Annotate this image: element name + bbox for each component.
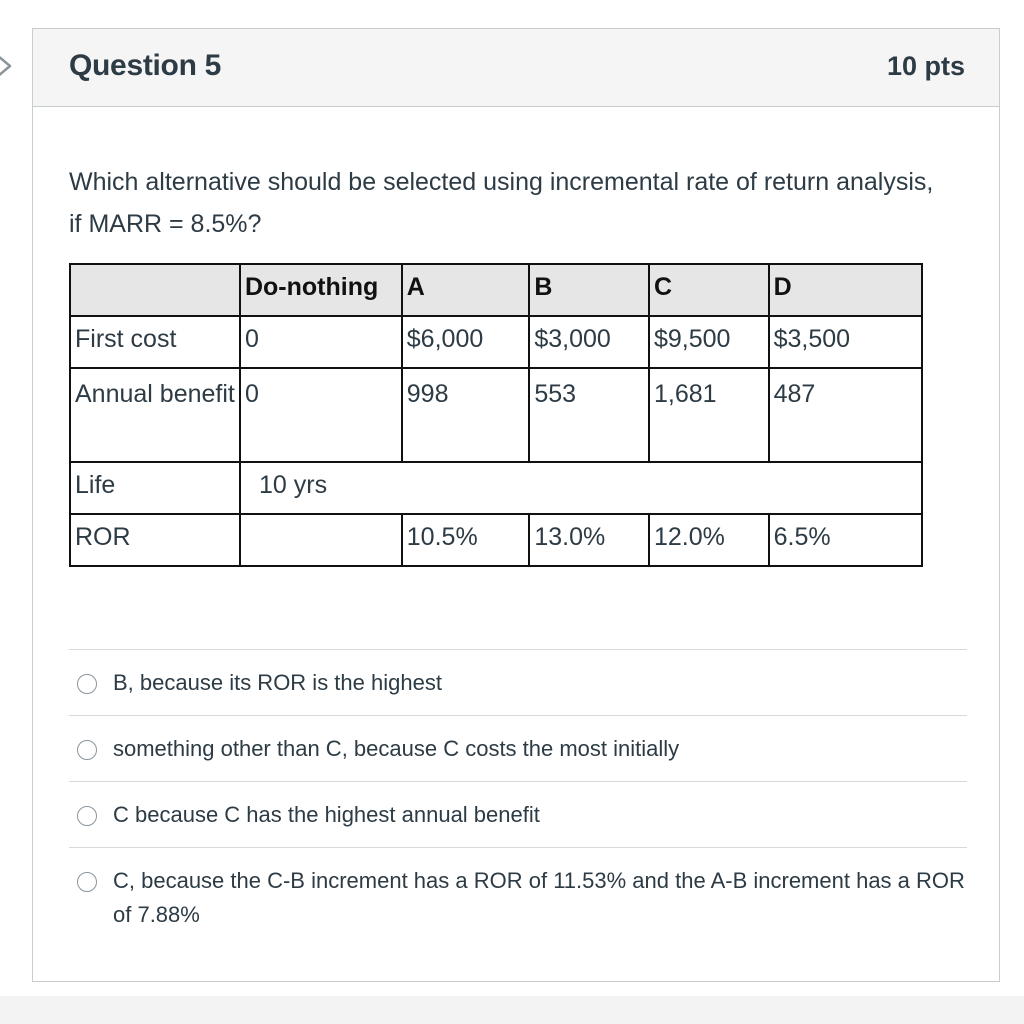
- table-row-first-cost: [70, 316, 922, 368]
- table-cell: 0: [240, 368, 402, 462]
- answer-option[interactable]: [69, 781, 967, 847]
- table-header-cell: B: [529, 264, 649, 316]
- answer-option[interactable]: [69, 715, 967, 781]
- answer-option[interactable]: [69, 847, 967, 946]
- table-cell: $6,000: [402, 316, 530, 368]
- answer-list: [69, 649, 967, 946]
- table-cell: 553: [529, 368, 649, 462]
- row-label: Life: [70, 462, 240, 514]
- question-points: 10 pts: [886, 51, 965, 81]
- table-cell: 12.0%: [649, 514, 769, 566]
- answer-label: C because C has the highest annual benefit: [113, 802, 540, 827]
- table-cell: 13.0%: [529, 514, 649, 566]
- question-header: [33, 29, 999, 107]
- table-row-ror: [70, 514, 922, 566]
- question-card: [32, 28, 1000, 982]
- question-text: Which alternative should be selected using incremental rate of return analysis, if MARR = 8.5%?: [69, 168, 934, 238]
- answer-option[interactable]: [69, 649, 967, 715]
- table-cell: 10.5%: [402, 514, 530, 566]
- alternatives-table: [69, 263, 923, 567]
- table-header-cell: Do-nothing: [240, 264, 402, 316]
- table-cell: $3,500: [769, 316, 922, 368]
- radio-button-icon[interactable]: [77, 674, 97, 694]
- answer-label: C, because the C-B increment has a ROR of 11.53% and the A-B increment has a ROR of 7.88%: [113, 868, 965, 927]
- table-cell: 998: [402, 368, 530, 462]
- table-cell: 6.5%: [769, 514, 922, 566]
- question-title: Question 5: [69, 49, 222, 82]
- radio-button-icon[interactable]: [77, 872, 97, 892]
- row-label: ROR: [70, 514, 240, 566]
- chevron-right-icon[interactable]: [0, 54, 16, 78]
- table-cell: $3,000: [529, 316, 649, 368]
- table-cell: 0: [240, 316, 402, 368]
- page-footer-strip: [0, 996, 1024, 1024]
- table-cell: $9,500: [649, 316, 769, 368]
- table-cell: [240, 514, 402, 566]
- table-cell: 1,681: [649, 368, 769, 462]
- radio-button-icon[interactable]: [77, 806, 97, 826]
- table-header-cell: A: [402, 264, 530, 316]
- table-header-cell: C: [649, 264, 769, 316]
- row-label: First cost: [70, 316, 240, 368]
- table-header-row: [70, 264, 922, 316]
- answer-label: B, because its ROR is the highest: [113, 670, 442, 695]
- table-row-annual-benefit: [70, 368, 922, 462]
- table-cell: 10 yrs: [240, 462, 922, 514]
- table-header-cell: D: [769, 264, 922, 316]
- answer-label: something other than C, because C costs the most initially: [113, 736, 680, 761]
- row-label: Annual benefit: [70, 368, 240, 462]
- radio-button-icon[interactable]: [77, 740, 97, 760]
- table-header-cell: [70, 264, 240, 316]
- table-cell: 487: [769, 368, 922, 462]
- table-row-life: [70, 462, 922, 514]
